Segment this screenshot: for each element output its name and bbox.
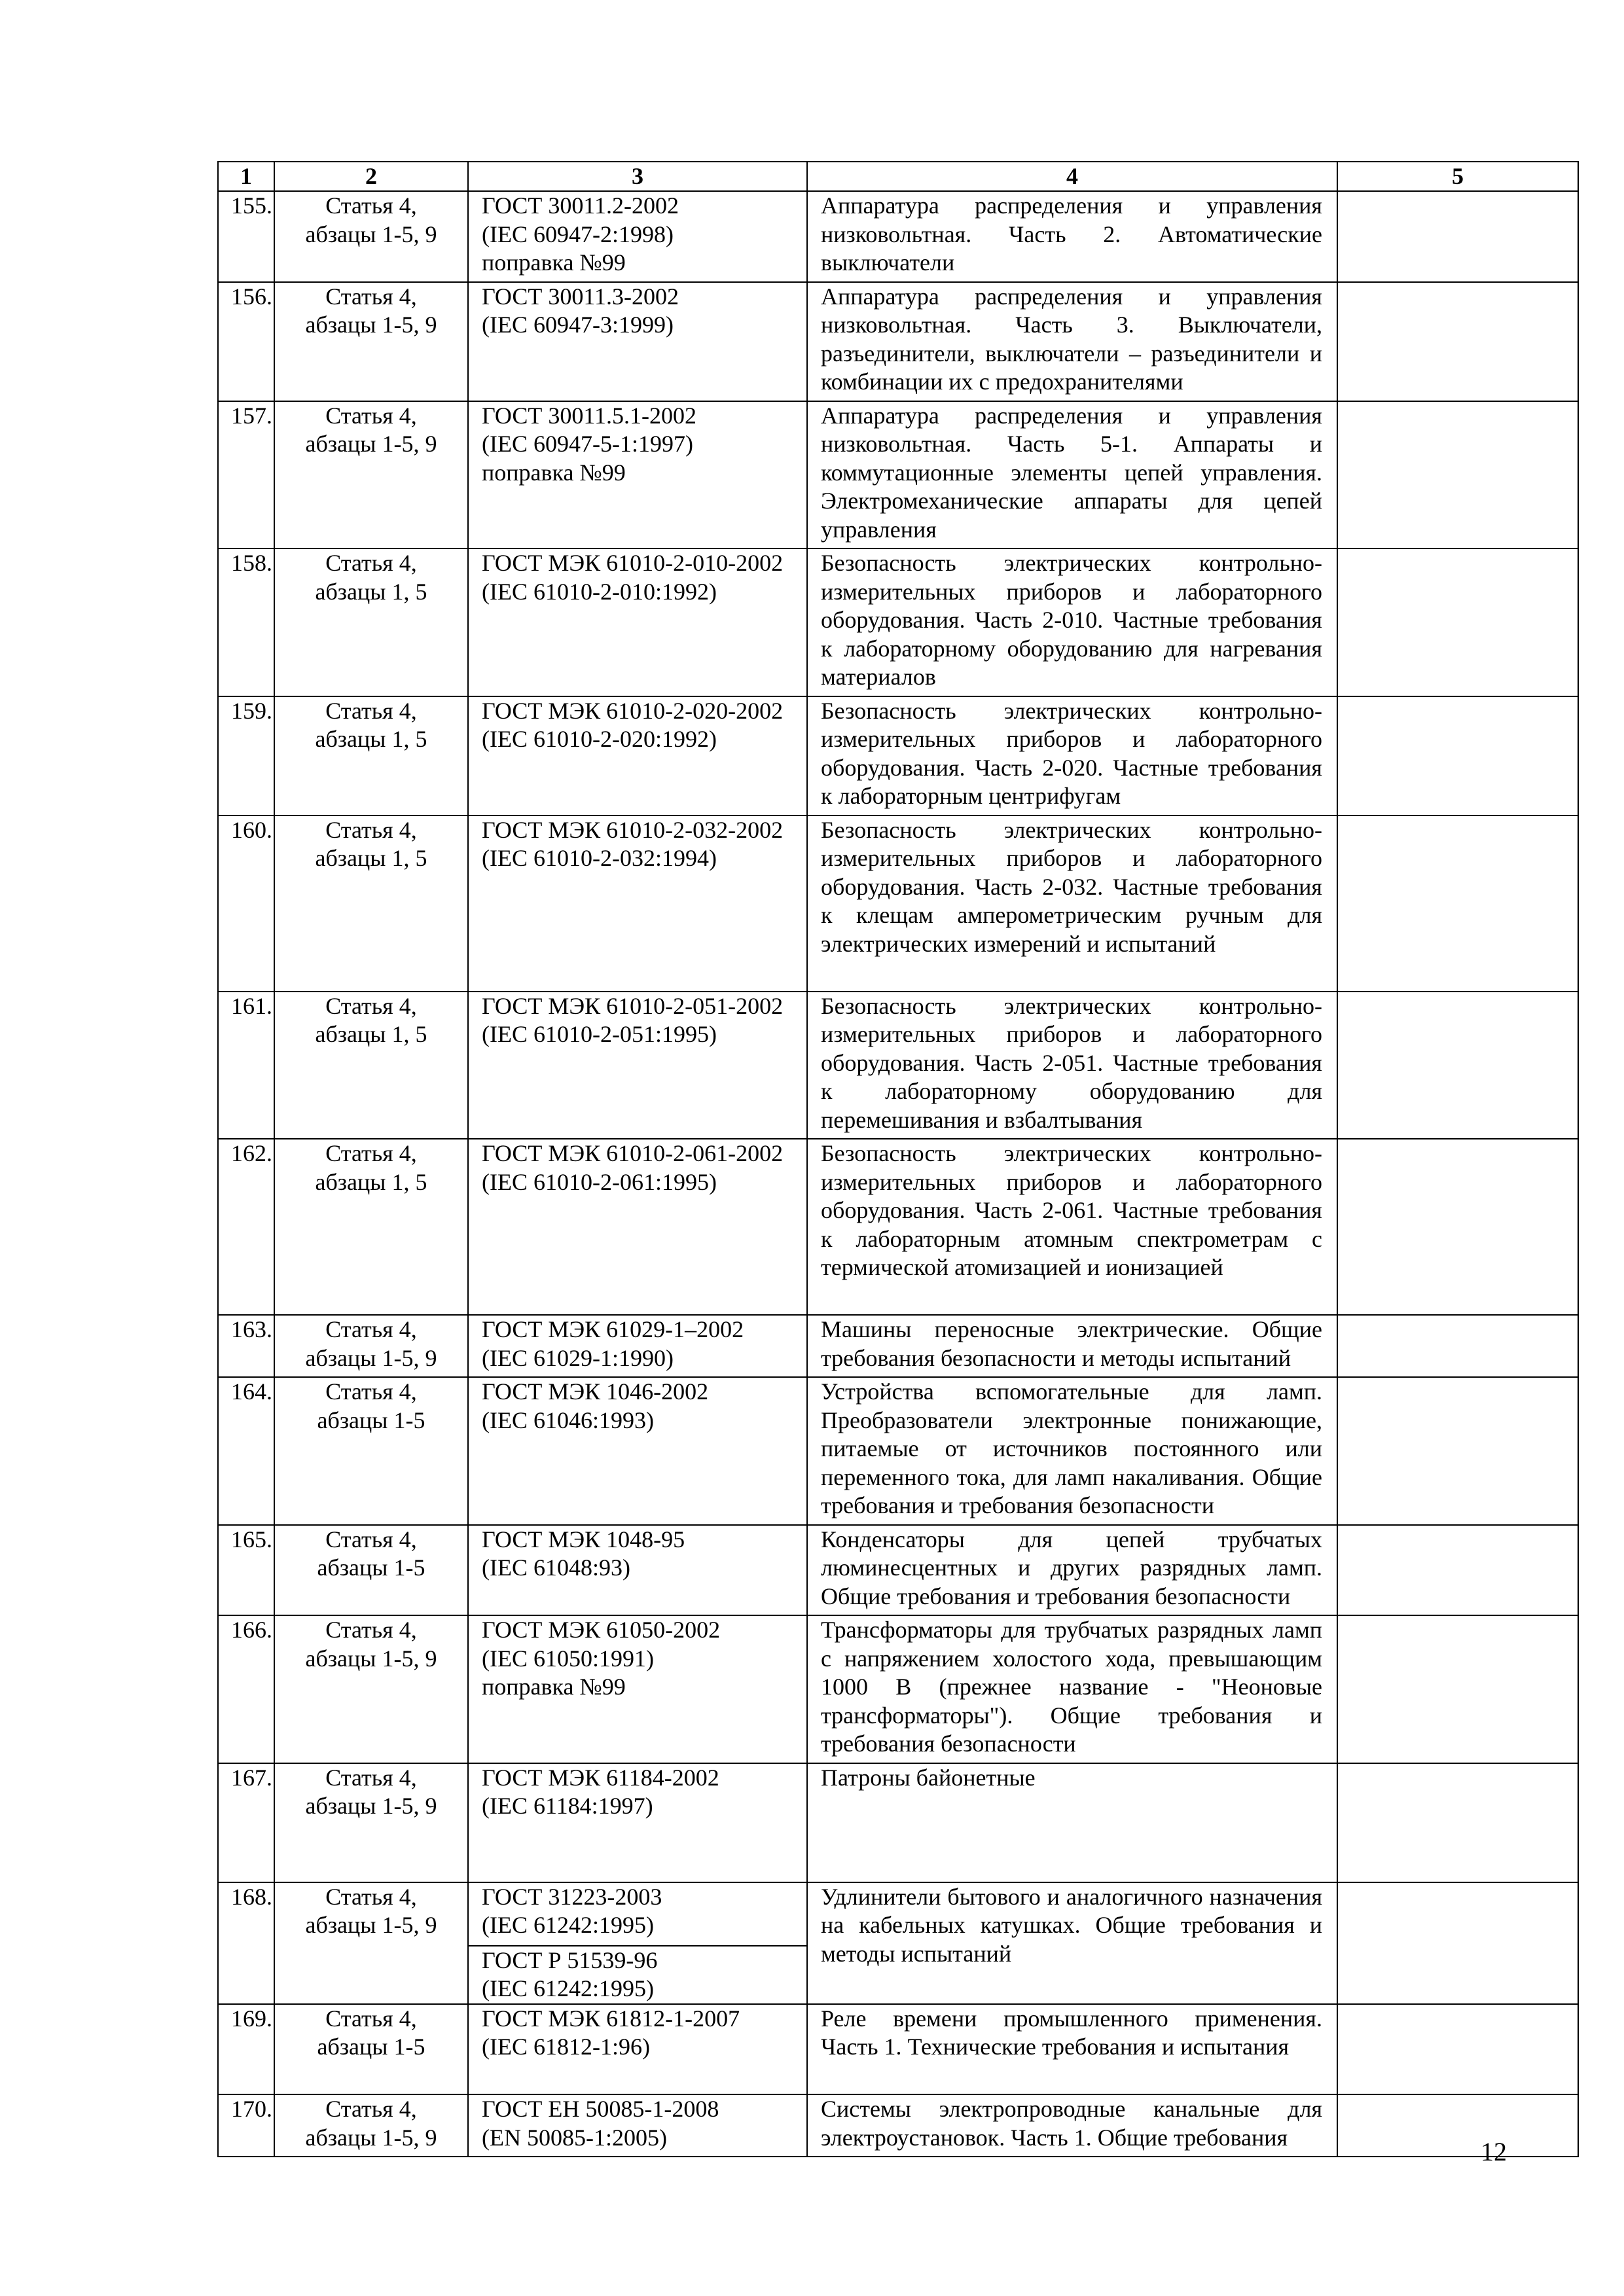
row-number: 165.	[218, 1525, 274, 1616]
row-number: 164.	[218, 1377, 274, 1525]
title-cell: Патроны байонетные	[807, 1763, 1337, 1882]
table-row	[218, 2004, 1578, 2095]
standard-group	[482, 402, 805, 488]
title-cell: Аппаратура распределения и управления низковольтная. Часть 5-1. Аппараты и коммутационные элементы цепей управления. Электромеханические аппараты для цепей управления	[807, 401, 1337, 549]
title-cell: Безопасность электрических контрольно-измерительных приборов и лабораторного оборудования. Часть 2-020. Частные требования к лабораторным центрифугам	[807, 696, 1337, 816]
note-cell	[1337, 1377, 1578, 1525]
row-number: 160.	[218, 816, 274, 992]
article-cell	[274, 191, 468, 282]
header-col-2: 2	[274, 162, 468, 191]
note-cell	[1337, 1139, 1578, 1315]
standard-group	[482, 1764, 805, 1821]
note-cell	[1337, 696, 1578, 816]
standard-line: ГОСТ Р 51539-96	[482, 1946, 658, 1973]
article-line: абзацы 1-5	[317, 1554, 425, 1581]
note-cell	[1337, 1615, 1578, 1763]
article-line: Статья 4,	[325, 1764, 417, 1791]
standard-cell	[468, 1882, 807, 2004]
article-line: абзацы 1, 5	[315, 1168, 427, 1195]
article-cell	[274, 1525, 468, 1616]
article-line: Статья 4,	[325, 192, 417, 219]
article-cell	[274, 1315, 468, 1377]
title-cell: Аппаратура распределения и управления низковольтная. Часть 3. Выключатели, разъединители, выключатели – разъединители и комбинации их с предохранителями	[807, 282, 1337, 401]
row-number: 161.	[218, 992, 274, 1139]
standard-line: ГОСТ 31223-2003	[482, 1883, 662, 1910]
article-cell	[274, 1882, 468, 2004]
standard-cell	[468, 1139, 807, 1315]
standard-line: (IEC 61184:1997)	[482, 1793, 653, 1819]
title-cell: Трансформаторы для трубчатых разрядных ламп с напряжением холостого хода, превышающим 1000 В (прежнее название - "Неоновые трансформаторы"). Общие требования и требования безопасности	[807, 1615, 1337, 1763]
standard-line: поправка №99	[482, 459, 626, 486]
article-cell	[274, 1615, 468, 1763]
standard-cell	[468, 992, 807, 1139]
standard-line: (IEC 61050:1991)	[482, 1645, 654, 1672]
standard-line: ГОСТ МЭК 61010-2-061-2002	[482, 1140, 784, 1166]
note-cell	[1337, 1525, 1578, 1616]
standard-group	[482, 192, 805, 278]
standard-line: ГОСТ 30011.2-2002	[482, 192, 679, 219]
article-line: Статья 4,	[325, 2005, 417, 2032]
table-body	[218, 191, 1578, 2157]
title-cell: Аппаратура распределения и управления низковольтная. Часть 2. Автоматические выключатели	[807, 191, 1337, 282]
title-cell: Конденсаторы для цепей трубчатых люминесцентных и других разрядных ламп. Общие требования и требования безопасности	[807, 1525, 1337, 1616]
note-cell	[1337, 2094, 1578, 2157]
standard-group	[482, 992, 805, 1049]
standard-group	[482, 697, 805, 754]
row-number: 166.	[218, 1615, 274, 1763]
standard-line: поправка №99	[482, 1674, 626, 1700]
table-row	[218, 1615, 1578, 1763]
note-cell	[1337, 191, 1578, 282]
article-cell	[274, 401, 468, 549]
note-cell	[1337, 282, 1578, 401]
standard-cell	[468, 2004, 807, 2095]
standard-cell	[468, 2094, 807, 2157]
header-col-3: 3	[468, 162, 807, 191]
standard-cell	[468, 1315, 807, 1377]
standard-line: (IEC 61812-1:96)	[482, 2034, 650, 2060]
article-line: абзацы 1-5, 9	[305, 1344, 437, 1371]
table-row	[218, 401, 1578, 549]
article-cell	[274, 992, 468, 1139]
standard-cell	[468, 191, 807, 282]
article-cell	[274, 2094, 468, 2157]
article-line: Статья 4,	[325, 2096, 417, 2122]
table-row	[218, 696, 1578, 816]
article-cell	[274, 1139, 468, 1315]
standard-line: (IEC 61010-2-051:1995)	[482, 1021, 717, 1047]
standard-group	[469, 1945, 806, 2003]
row-number: 159.	[218, 696, 274, 816]
article-line: Статья 4,	[325, 1526, 417, 1552]
article-cell	[274, 696, 468, 816]
article-line: абзацы 1, 5	[315, 726, 427, 752]
standard-line: (IEC 61046:1993)	[482, 1407, 654, 1433]
article-line: Статья 4,	[325, 1617, 417, 1643]
standard-line: (IEC 61010-2-032:1994)	[482, 845, 717, 871]
standard-line: (IEC 60947-3:1999)	[482, 312, 674, 338]
standard-line: (IEC 61010-2-061:1995)	[482, 1168, 717, 1195]
note-cell	[1337, 992, 1578, 1139]
article-cell	[274, 548, 468, 696]
title-cell: Устройства вспомогательные для ламп. Преобразователи электронные понижающие, питаемые от источников постоянного или переменного тока, для ламп накаливания. Общие требования и требования безопасности	[807, 1377, 1337, 1525]
header-col-4: 4	[807, 162, 1337, 191]
standard-line: ГОСТ МЭК 61010-2-020-2002	[482, 697, 784, 724]
article-line: Статья 4,	[325, 697, 417, 724]
standard-group	[482, 1316, 805, 1372]
standard-line: ГОСТ МЭК 61029-1–2002	[482, 1316, 744, 1342]
article-line: Статья 4,	[325, 992, 417, 1019]
article-cell	[274, 2004, 468, 2095]
standard-group	[482, 1378, 805, 1435]
standard-cell	[468, 1615, 807, 1763]
table-row	[218, 1377, 1578, 1525]
title-cell: Безопасность электрических контрольно-измерительных приборов и лабораторного оборудования. Часть 2-010. Частные требования к лабораторному оборудованию для нагревания материалов	[807, 548, 1337, 696]
row-number: 168.	[218, 1882, 274, 2004]
standard-group	[482, 2095, 805, 2152]
standard-group	[482, 1526, 805, 1583]
standard-cell	[468, 1763, 807, 1882]
page-number: 12	[1481, 2137, 1507, 2166]
standard-cell	[468, 548, 807, 696]
row-number: 155.	[218, 191, 274, 282]
table-row	[218, 2094, 1578, 2157]
standard-line: (IEC 61242:1995)	[482, 1975, 654, 2001]
row-number: 169.	[218, 2004, 274, 2095]
standard-line: ГОСТ МЭК 1046-2002	[482, 1378, 709, 1405]
table-row	[218, 1525, 1578, 1616]
standard-line: (IEC 60947-2:1998)	[482, 221, 674, 247]
standard-line: (IEC 61010-2-010:1992)	[482, 578, 717, 605]
table-row	[218, 1763, 1578, 1882]
standard-line: (IEC 61048:93)	[482, 1554, 630, 1581]
standard-line: (EN 50085-1:2005)	[482, 2124, 667, 2151]
article-line: абзацы 1, 5	[315, 578, 427, 605]
title-cell: Машины переносные электрические. Общие требования безопасности и методы испытаний	[807, 1315, 1337, 1377]
table-row	[218, 992, 1578, 1139]
standard-line: ГОСТ ЕН 50085-1-2008	[482, 2096, 719, 2122]
standard-line: поправка №99	[482, 249, 626, 276]
table-row	[218, 191, 1578, 282]
title-cell: Безопасность электрических контрольно-измерительных приборов и лабораторного оборудования. Часть 2-032. Частные требования к клещам амперометрическим ручным для электрических измерений и испытаний	[807, 816, 1337, 992]
article-cell	[274, 1763, 468, 1882]
title-cell: Безопасность электрических контрольно-измерительных приборов и лабораторного оборудования. Часть 2-061. Частные требования к лабораторным атомным спектрометрам с термической атомизацией и ионизацией	[807, 1139, 1337, 1315]
standard-line: ГОСТ МЭК 61812-1-2007	[482, 2005, 740, 2032]
standard-line: ГОСТ МЭК 1048-95	[482, 1526, 685, 1552]
standard-group	[482, 1139, 805, 1196]
article-line: абзацы 1-5	[317, 1407, 425, 1433]
row-number: 162.	[218, 1139, 274, 1315]
standard-group	[482, 1616, 805, 1702]
standard-line: ГОСТ 30011.5.1-2002	[482, 402, 697, 429]
header-row	[218, 162, 1578, 191]
standard-cell	[468, 696, 807, 816]
article-line: абзацы 1-5, 9	[305, 1645, 437, 1672]
note-cell	[1337, 1882, 1578, 2004]
standard-group	[469, 1883, 806, 1945]
table-row	[218, 1315, 1578, 1377]
standard-cell	[468, 282, 807, 401]
table-row	[218, 1882, 1578, 2004]
note-cell	[1337, 1763, 1578, 1882]
note-cell	[1337, 816, 1578, 992]
standard-line: ГОСТ МЭК 61010-2-010-2002	[482, 550, 784, 576]
title-cell: Реле времени промышленного применения. Часть 1. Технические требования и испытания	[807, 2004, 1337, 2095]
article-line: абзацы 1-5	[317, 2034, 425, 2060]
note-cell	[1337, 2004, 1578, 2095]
article-line: абзацы 1-5, 9	[305, 1793, 437, 1819]
row-number: 157.	[218, 401, 274, 549]
article-line: абзацы 1, 5	[315, 1021, 427, 1047]
article-line: Статья 4,	[325, 283, 417, 310]
article-line: Статья 4,	[325, 1378, 417, 1405]
standard-cell	[468, 1525, 807, 1616]
row-number: 167.	[218, 1763, 274, 1882]
article-line: абзацы 1, 5	[315, 845, 427, 871]
article-line: абзацы 1-5, 9	[305, 1912, 437, 1938]
standard-line: (IEC 61010-2-020:1992)	[482, 726, 717, 752]
article-line: абзацы 1-5, 9	[305, 221, 437, 247]
standard-group	[482, 549, 805, 606]
article-cell	[274, 816, 468, 992]
note-cell	[1337, 548, 1578, 696]
header-col-1: 1	[218, 162, 274, 191]
standard-line: ГОСТ 30011.3-2002	[482, 283, 679, 310]
header-col-5: 5	[1337, 162, 1578, 191]
article-line: абзацы 1-5, 9	[305, 312, 437, 338]
article-line: Статья 4,	[325, 402, 417, 429]
standard-line: ГОСТ МЭК 61050-2002	[482, 1617, 721, 1643]
article-cell	[274, 1377, 468, 1525]
row-number: 170.	[218, 2094, 274, 2157]
article-line: Статья 4,	[325, 550, 417, 576]
article-line: Статья 4,	[325, 1140, 417, 1166]
article-cell	[274, 282, 468, 401]
row-number: 163.	[218, 1315, 274, 1377]
standard-line: ГОСТ МЭК 61010-2-051-2002	[482, 992, 784, 1019]
article-line: абзацы 1-5, 9	[305, 2124, 437, 2151]
title-cell: Удлинители бытового и аналогичного назначения на кабельных катушках. Общие требования и методы испытаний	[807, 1882, 1337, 2004]
article-line: Статья 4,	[325, 816, 417, 843]
note-cell	[1337, 1315, 1578, 1377]
table-row	[218, 816, 1578, 992]
table-row	[218, 548, 1578, 696]
standard-line: ГОСТ МЭК 61010-2-032-2002	[482, 816, 784, 843]
standard-cell	[468, 816, 807, 992]
standard-group	[482, 816, 805, 873]
standard-line: ГОСТ МЭК 61184-2002	[482, 1764, 719, 1791]
article-line: Статья 4,	[325, 1316, 417, 1342]
note-cell	[1337, 401, 1578, 549]
standard-group	[482, 2005, 805, 2062]
title-cell: Безопасность электрических контрольно-измерительных приборов и лабораторного оборудования. Часть 2-051. Частные требования к лабораторному оборудованию для перемешивания и взбалтывания	[807, 992, 1337, 1139]
row-number: 158.	[218, 548, 274, 696]
standard-cell	[468, 401, 807, 549]
standard-line: (IEC 61242:1995)	[482, 1912, 654, 1938]
standard-line: (IEC 61029-1:1990)	[482, 1344, 674, 1371]
article-line: абзацы 1-5, 9	[305, 431, 437, 457]
standard-cell	[468, 1377, 807, 1525]
row-number: 156.	[218, 282, 274, 401]
standard-line: (IEC 60947-5-1:1997)	[482, 431, 693, 457]
article-line: Статья 4,	[325, 1883, 417, 1910]
standards-table	[217, 161, 1579, 2157]
standard-group	[482, 283, 805, 340]
title-cell: Системы электропроводные канальные для электроустановок. Часть 1. Общие требования	[807, 2094, 1337, 2157]
table-row	[218, 282, 1578, 401]
table-row	[218, 1139, 1578, 1315]
